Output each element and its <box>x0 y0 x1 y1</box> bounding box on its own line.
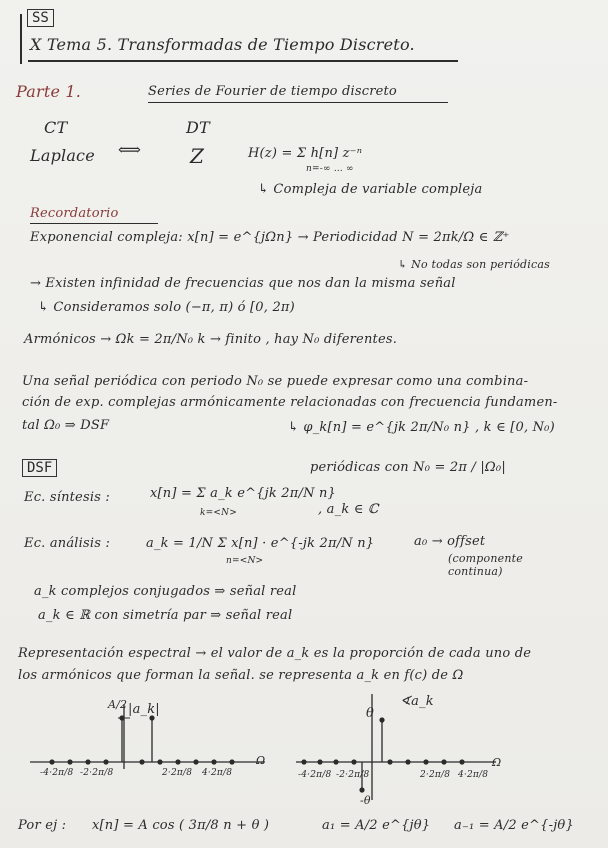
espectral-line-1: Representación espectral → el valor de a_k es la proporción de cada uno de <box>18 646 532 661</box>
periodica-line-2: ción de exp. complejas armónicamente relacionadas con frecuencia fundamen- <box>22 395 558 410</box>
phi-basis: ↳ φ_k[n] = e^{jk 2π/N₀ n} , k ∈ [0, N₀) <box>288 420 555 435</box>
neg-theta-label: -θ <box>360 794 371 807</box>
laplace-label: Laplace <box>30 146 95 165</box>
amp-label: A/2 <box>108 698 128 711</box>
espectral-line-2: los armónicos que forman la señal. se representa a_k en f(c) de Ω <box>18 668 464 683</box>
example-label: Por ej : <box>18 818 67 833</box>
hz-formula: H(z) = Σ h[n] z⁻ⁿ <box>248 146 363 161</box>
simetria-line: a_k ∈ ℝ con simetría par ⇒ señal real <box>38 608 293 623</box>
theta-label: θ <box>366 706 375 721</box>
subtitle-underline <box>148 102 448 103</box>
periodica-line-3: tal Ω₀ ⇒ DSF <box>22 418 110 433</box>
conj-line: a_k complejos conjugados ⇒ señal real <box>34 584 297 599</box>
phase-xlabel: Ω <box>492 756 502 769</box>
phase-tick-1: -4·2π/8 <box>298 770 332 780</box>
ak-complex: , a_k ∈ ℂ <box>318 502 379 517</box>
no-todas-note: ↳ No todas son periódicas <box>398 258 550 271</box>
periodica-line-1: Una señal periódica con periodo N₀ se puede expresar como una combina- <box>22 374 529 389</box>
ct-label: CT <box>44 118 68 137</box>
analisis-label: Ec. análisis : <box>24 536 111 551</box>
offset-note: a₀ → offset <box>414 534 486 549</box>
infinidad-line: → Existen infinidad de frecuencias que nos dan la misma señal <box>30 276 456 291</box>
hz-limits: n=-∞ … ∞ <box>306 164 354 174</box>
page-title: X Tema 5. Transformadas de Tiempo Discreto. <box>30 35 415 54</box>
example-a-minus1: a₋₁ = A/2 e^{-jθ} <box>454 818 574 833</box>
mag-tick-2: -2·2π/8 <box>80 768 114 778</box>
title-underline <box>28 60 458 62</box>
magnitude-ylabel: |a_k| <box>128 702 160 717</box>
compleja-note: ↳ Compleja de variable compleja <box>258 182 483 197</box>
consideramos-line: ↳ Consideramos solo (−π, π) ó [0, 2π) <box>38 300 295 315</box>
mag-tick-1: -4·2π/8 <box>40 768 74 778</box>
margin-line <box>20 14 22 64</box>
sintesis-formula: x[n] = Σ a_k e^{jk 2π/N n} <box>150 486 337 501</box>
phase-tick-2: -2·2π/8 <box>336 770 370 780</box>
sintesis-sum-index: k=<N> <box>200 508 237 518</box>
exp-line: Exponencial compleja: x[n] = e^{jΩn} → Periodicidad N = 2πk/Ω ∈ ℤ⁺ <box>30 230 510 245</box>
periodicas-note: periódicas con N₀ = 2π / |Ω₀| <box>310 460 506 475</box>
magnitude-xlabel: Ω <box>256 754 266 767</box>
sintesis-label: Ec. síntesis : <box>24 490 110 505</box>
recordatorio-title: Recordatorio <box>30 206 119 221</box>
analisis-sum-index: n=<N> <box>226 556 264 566</box>
example-signal: x[n] = A cos ( 3π/8 n + θ ) <box>92 818 270 833</box>
analisis-formula: a_k = 1/N Σ x[n] · e^{-jk 2π/N n} <box>146 536 375 551</box>
componente-note: (componente continua) <box>448 552 523 578</box>
part1-heading: Parte 1. <box>16 82 82 101</box>
phase-tick-3: 2·2π/8 <box>420 770 451 780</box>
z-label: Z <box>190 144 205 168</box>
ss-tag: SS <box>27 9 54 27</box>
recordatorio-underline <box>30 223 158 224</box>
dt-label: DT <box>186 118 210 137</box>
mag-tick-3: 2·2π/8 <box>162 768 193 778</box>
phase-tick-4: 4·2π/8 <box>458 770 489 780</box>
equiv-arrow: ⟺ <box>118 140 142 159</box>
example-a1: a₁ = A/2 e^{jθ} <box>322 818 431 833</box>
dsf-tag: DSF <box>22 459 57 477</box>
mag-tick-4: 4·2π/8 <box>202 768 233 778</box>
phase-ylabel: ∢a_k <box>400 694 434 709</box>
part1-subtitle: Series de Fourier de tiempo discreto <box>148 84 397 99</box>
armonicos-line: Armónicos → Ωk = 2π/N₀ k → finito , hay N₀ diferentes. <box>24 332 398 347</box>
